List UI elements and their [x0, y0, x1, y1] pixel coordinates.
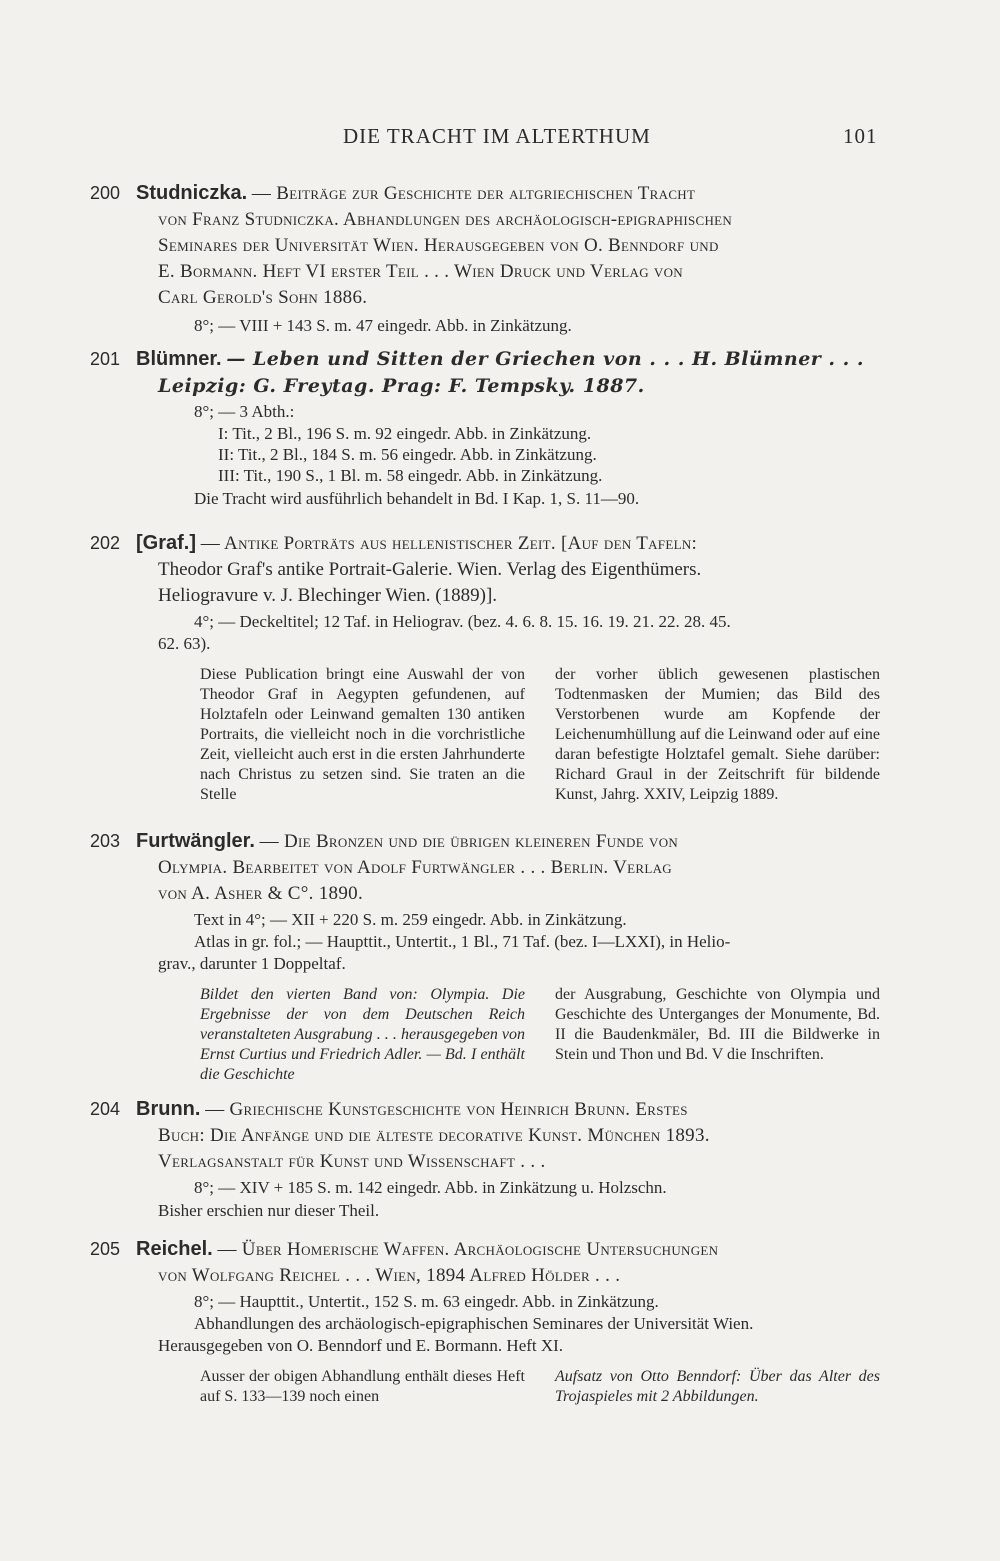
running-head — [0, 124, 1000, 158]
bibliography-entry-204 — [90, 1096, 890, 1223]
entry-annotation — [200, 1367, 880, 1407]
entry-annotation — [200, 985, 880, 1085]
entry-author: Reichel. — [136, 1238, 213, 1260]
entry-number: 204 — [90, 1099, 121, 1119]
entry-number: 203 — [90, 831, 121, 851]
entry-note: Herausgegeben von O. Benndorf und E. Bormann. Heft XI. — [158, 1336, 564, 1355]
entry-title-line: Carl Gerold's Sohn 1886. — [158, 287, 368, 308]
entry-collation: grav., darunter 1 Doppeltaf. — [158, 954, 346, 973]
entry-author: Furtwängler. — [136, 830, 255, 852]
entry-volume: II: Tit., 2 Bl., 184 S. m. 56 eingedr. Abb. in Zinkätzung. — [218, 445, 597, 464]
entry-volume: I: Tit., 2 Bl., 196 S. m. 92 eingedr. Abb. in Zinkätzung. — [218, 424, 592, 443]
entry-note: Die Tracht wird ausführlich behandelt in Bd. I Kap. 1, S. 11—90. — [194, 489, 640, 508]
bibliography-entry-203 — [90, 828, 890, 1085]
entry-title-line: von Wolfgang Reichel . . . Wien, 1894 Alfred Hölder . . . — [158, 1265, 621, 1286]
annotation-column-left: Ausser der obigen Abhandlung enthält dieses Heft auf S. 133—139 noch einen — [200, 1368, 525, 1405]
entry-volume: III: Tit., 190 S., 1 Bl. m. 58 eingedr. Abb. in Zinkätzung. — [218, 466, 603, 485]
entry-title-line: Verlagsanstalt für Kunst und Wissenschaft . . . — [158, 1151, 546, 1172]
annotation-column-left: Bildet den vierten Band von: Olympia. Die Ergebnisse der von dem Deutschen Reich veranstalteten Ausgrabung . . . herausgegeben von Ernst Curtius und Friedrich Adler. — Bd. I enthält die Geschichte — [200, 986, 525, 1083]
entry-number: 200 — [90, 183, 121, 203]
entry-title-line: von Franz Studniczka. Abhandlungen des archäologisch-epigraphischen — [158, 209, 733, 230]
annotation-column-right: Aufsatz von Otto Benndorf: Über das Alter des Trojaspieles mit 2 Abbildungen. — [555, 1368, 880, 1405]
entry-author: [Graf.] — [136, 532, 196, 554]
entry-title-line: — Leben und Sitten der Griechen von . . . H. Blümner . . . — [226, 348, 864, 370]
bibliography-entry-202 — [90, 530, 890, 805]
entry-title-line: Leipzig: G. Freytag. Prag: F. Tempsky. 1887. — [158, 375, 645, 397]
entry-title-line: Buch: Die Anfänge und die älteste decorative Kunst. München 1893. — [158, 1125, 710, 1146]
entry-number: 201 — [90, 349, 121, 369]
entry-note: Bisher erschien nur dieser Theil. — [158, 1201, 380, 1220]
running-title: DIE TRACHT IM ALTERTHUM — [343, 124, 651, 148]
entry-title-line: — Antike Porträts aus hellenistischer Zeit. [Auf den Tafeln: — [200, 533, 698, 554]
entry-title-line: E. Bormann. Heft VI erster Teil . . . Wien Druck und Verlag von — [158, 261, 683, 282]
entry-title-line: Olympia. Bearbeitet von Adolf Furtwängler . . . Berlin. Verlag — [158, 857, 672, 878]
entry-collation: 8°; — XIV + 185 S. m. 142 eingedr. Abb. in Zinkätzung u. Holzschn. — [194, 1178, 667, 1197]
page-number: 101 — [843, 124, 878, 148]
entry-note: Abhandlungen des archäologisch-epigraphischen Seminares der Universität Wien. — [194, 1314, 754, 1333]
entry-title-line: Seminares der Universität Wien. Herausgegeben von O. Benndorf und — [158, 235, 719, 256]
bibliography-entry-201 — [90, 346, 890, 510]
entry-collation: 62. 63). — [158, 634, 211, 653]
entry-title-line: — Die Bronzen und die übrigen kleineren Funde von — [259, 831, 679, 852]
annotation-column-right: der Ausgrabung, Geschichte von Olympia und Geschichte des Unterganges der Monumente, Bd. II die Baudenkmäler, Bd. III die Bildwerke in Stein und Thon und Bd. V die Inschriften. — [555, 986, 880, 1063]
entry-annotation — [200, 665, 880, 805]
bibliography-entry-205 — [90, 1236, 890, 1407]
entry-title-line: — Über Homerische Waffen. Archäologische Untersuchungen — [217, 1239, 719, 1260]
annotation-column-left: Diese Publication bringt eine Auswahl der von Theodor Graf in Aegypten gefundenen, auf Holztafeln oder Leinwand gemalten 130 antiken Portraits, die vielleicht noch in die vorchristliche Zeit, vielleicht auch erst in die ersten Jahrhunderte nach Christus zu setzen sind. Sie traten an die Stelle — [200, 666, 525, 803]
entry-collation: 8°; — 3 Abth.: — [194, 402, 295, 421]
entry-collation: Text in 4°; — XII + 220 S. m. 259 eingedr. Abb. in Zinkätzung. — [194, 910, 627, 929]
entry-collation: 4°; — Deckeltitel; 12 Taf. in Heliograv. (bez. 4. 6. 8. 15. 16. 19. 21. 22. 28. 45. — [194, 612, 731, 631]
bibliography-entry-200 — [90, 180, 890, 337]
entry-author: Studniczka. — [136, 182, 248, 204]
entry-number: 202 — [90, 533, 121, 553]
entry-title-line: — Beiträge zur Geschichte der altgriechischen Tracht — [251, 183, 696, 204]
entry-collation: 8°; — Haupttit., Untertit., 152 S. m. 63 eingedr. Abb. in Zinkätzung. — [194, 1292, 659, 1311]
entry-author: Brunn. — [136, 1098, 201, 1120]
entry-number: 205 — [90, 1239, 121, 1259]
entry-title-line: Heliogravure v. J. Blechinger Wien. (1889)]. — [158, 585, 498, 606]
entry-collation: Atlas in gr. fol.; — Haupttit., Untertit., 1 Bl., 71 Taf. (bez. I—LXXI), in Helio- — [194, 932, 731, 951]
entry-title-line: von A. Asher & C°. 1890. — [158, 883, 363, 904]
entry-collation: 8°; — VIII + 143 S. m. 47 eingedr. Abb. in Zinkätzung. — [194, 316, 572, 335]
entry-title-line: — Griechische Kunstgeschichte von Heinrich Brunn. Erstes — [205, 1099, 688, 1120]
entry-title-line: Theodor Graf's antike Portrait-Galerie. Wien. Verlag des Eigenthümers. — [158, 559, 702, 580]
annotation-column-right: der vorher üblich gewesenen plastischen Todtenmasken der Mumien; das Bild des Verstorbenen wurde am Kopfende der Leichenumhüllung auf die Leinwand oder auf eine daran befestigte Holztafel gemalt. Siehe darüber: Richard Graul in der Zeitschrift für bildende Kunst, Jahrg. XXIV, Leipzig 1889. — [555, 666, 880, 803]
entry-author: Blümner. — [136, 348, 222, 370]
